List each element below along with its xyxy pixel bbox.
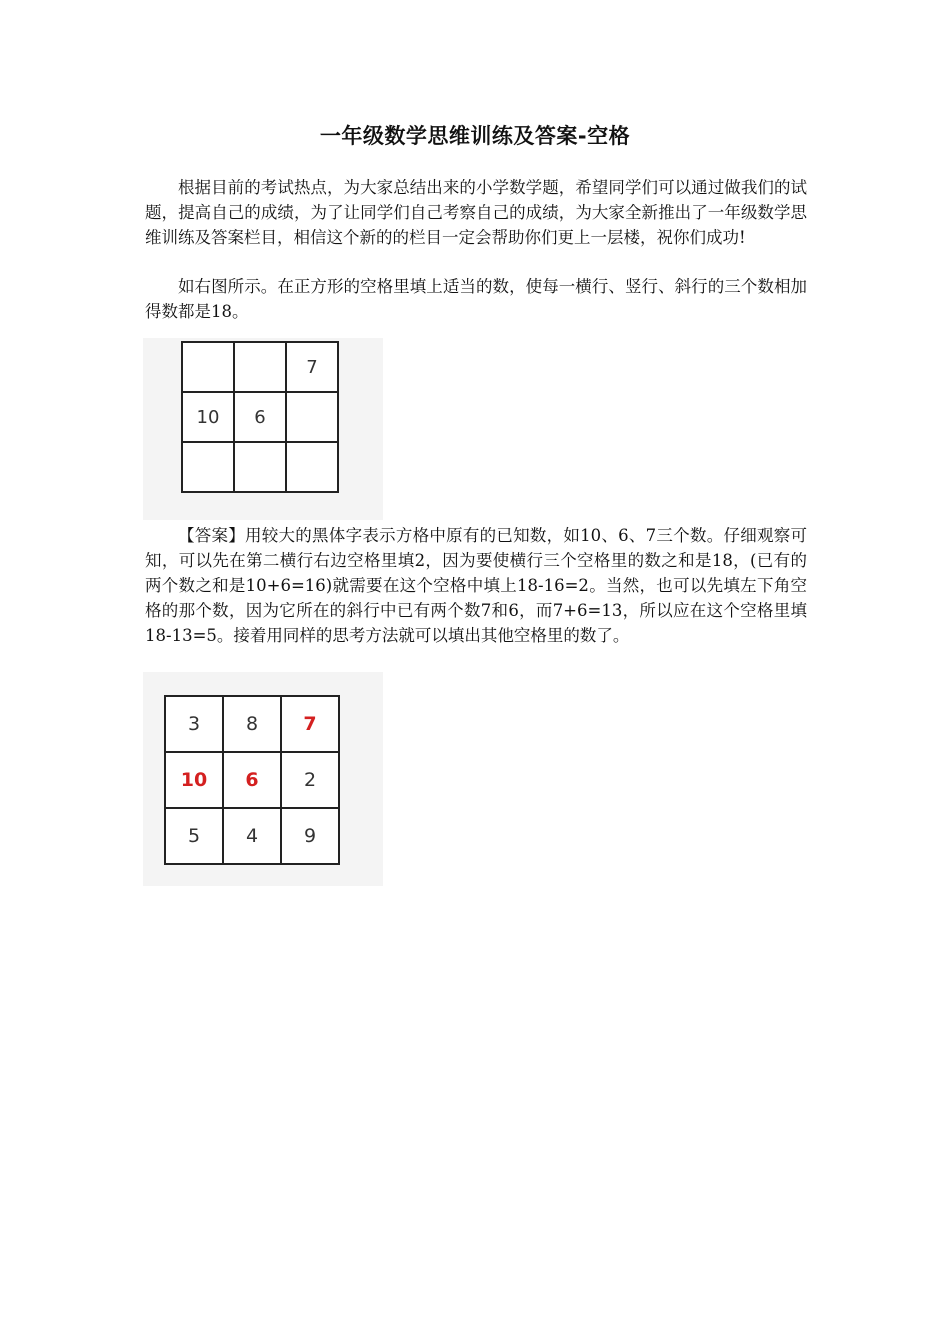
- puzzle-cell: [286, 392, 338, 442]
- page-title: 一年级数学思维训练及答案-空格: [319, 124, 631, 148]
- answer-cell: 2: [281, 752, 339, 808]
- answer-cell: 3: [165, 696, 223, 752]
- puzzle-row: [182, 442, 338, 492]
- answer-grid: [164, 695, 340, 865]
- puzzle-cell: 6: [234, 392, 286, 442]
- question-paragraph: 如右图所示。在正方形的空格里填上适当的数，使每一横行、竖行、斜行的三个数相加得数都是18。: [145, 277, 807, 321]
- answer-cell: 9: [281, 808, 339, 864]
- puzzle-grid: [181, 341, 339, 493]
- puzzle-row: [182, 392, 338, 442]
- answer-paragraph: 【答案】用较大的黑体字表示方格中原有的已知数，如10、6、7三个数。仔细观察可知，可以先在第二横行右边空格里填2，因为要使横行三个空格里的数之和是18，(已有的两个数之和是10+6=16)就需要在这个空格中填上18-16=2。当然，也可以先填左下角空格的那个数，因为它所在的斜行中已有两个数7和6，而7+6=13，所以应在这个空格里填18-13=5。接着用同样的思考方法就可以填出其他空格里的数了。: [145, 526, 807, 645]
- puzzle-cell: [234, 342, 286, 392]
- puzzle-cell: [286, 442, 338, 492]
- answer-cell: 4: [223, 808, 281, 864]
- answer-cell-given: 10: [165, 752, 223, 808]
- puzzle-cell: 10: [182, 392, 234, 442]
- puzzle-row: [182, 342, 338, 392]
- puzzle-cell: [234, 442, 286, 492]
- puzzle-cell: 7: [286, 342, 338, 392]
- puzzle-cell: [182, 342, 234, 392]
- answer-row: [165, 808, 339, 864]
- answer-cell: 5: [165, 808, 223, 864]
- answer-cell-given: 6: [223, 752, 281, 808]
- intro-paragraph: 根据目前的考试热点，为大家总结出来的小学数学题，希望同学们可以通过做我们的试题，提高自己的成绩，为了让同学们自己考察自己的成绩，为大家全新推出了一年级数学思维训练及答案栏目，相信这个新的的栏目一定会帮助你们更上一层楼，祝你们成功!: [145, 178, 807, 247]
- puzzle-cell: [182, 442, 234, 492]
- answer-row: [165, 696, 339, 752]
- answer-cell: 8: [223, 696, 281, 752]
- answer-row: [165, 752, 339, 808]
- answer-cell-given: 7: [281, 696, 339, 752]
